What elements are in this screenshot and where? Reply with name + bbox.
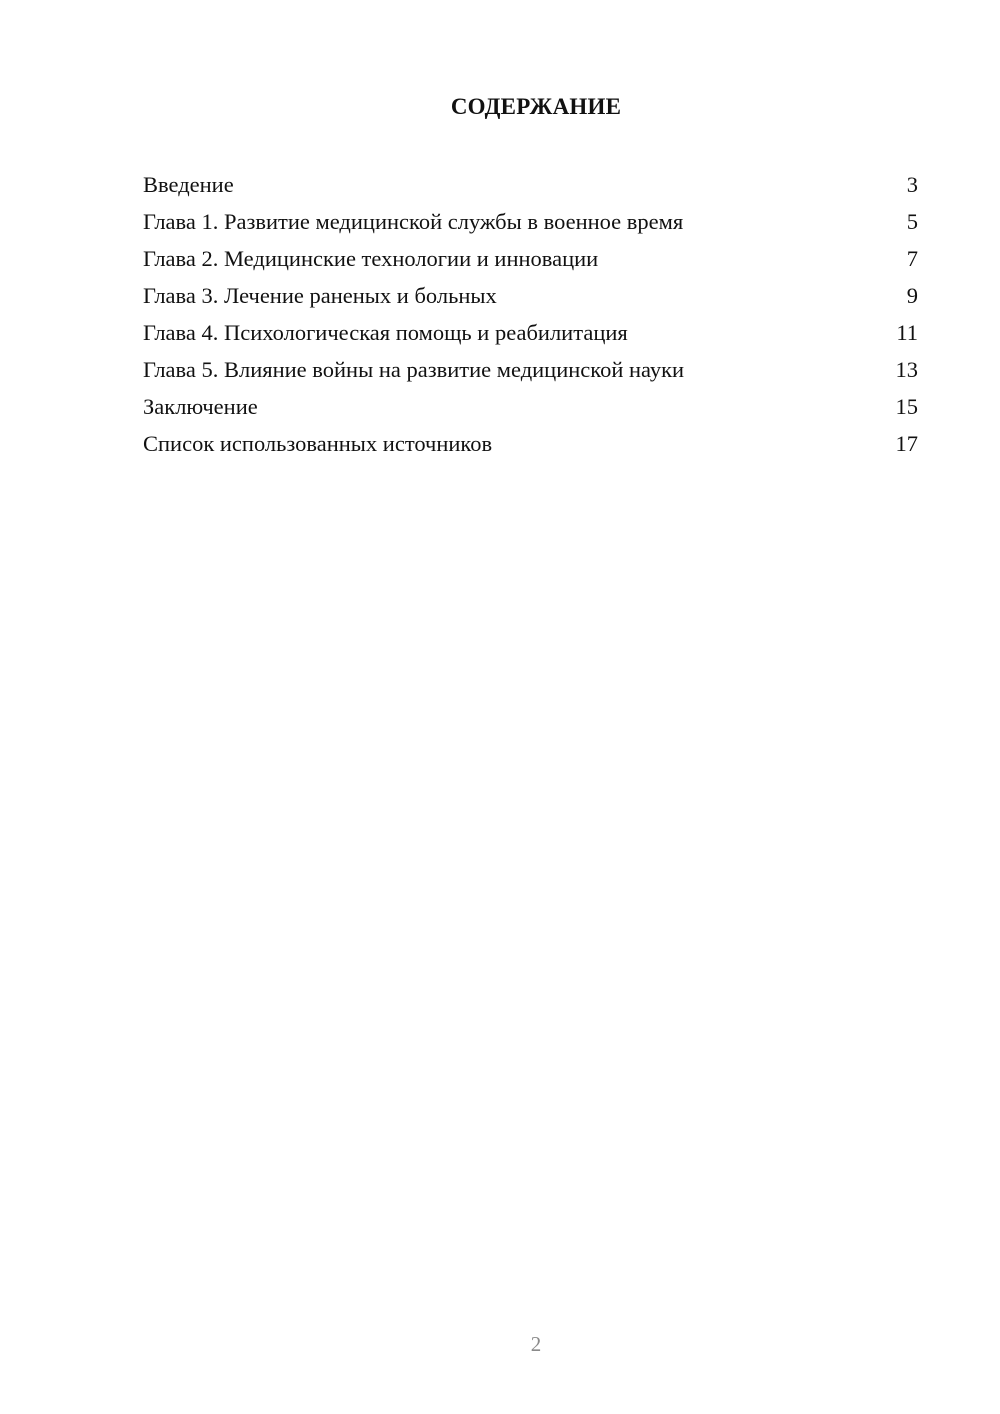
toc-entry-title: Глава 3. Лечение раненых и больных bbox=[143, 283, 497, 308]
toc-entry-page: 5 bbox=[906, 209, 918, 234]
toc-entry-chapter-4[interactable] bbox=[143, 316, 918, 353]
toc-entry-page: 3 bbox=[906, 172, 918, 197]
toc-entry-chapter-5[interactable] bbox=[143, 353, 918, 390]
toc-entry-title: Глава 4. Психологическая помощь и реабилитация bbox=[143, 320, 628, 345]
toc-entry-page: 13 bbox=[895, 357, 918, 382]
page-title: СОДЕРЖАНИЕ bbox=[450, 94, 622, 119]
toc-entry-page: 7 bbox=[906, 246, 918, 271]
toc-entry-chapter-1[interactable] bbox=[143, 205, 918, 242]
toc-entry-title: Введение bbox=[143, 172, 234, 197]
toc-entry-page: 15 bbox=[895, 394, 918, 419]
toc-entry-page: 11 bbox=[896, 320, 918, 345]
toc-entry-conclusion[interactable] bbox=[143, 390, 918, 427]
toc-entry-references[interactable] bbox=[143, 427, 918, 464]
toc-entry-title: Глава 2. Медицинские технологии и инновации bbox=[143, 246, 599, 271]
toc-entry-title: Глава 1. Развитие медицинской службы в военное время bbox=[143, 209, 684, 234]
toc-entry-chapter-2[interactable] bbox=[143, 242, 918, 279]
toc-entry-chapter-3[interactable] bbox=[143, 279, 918, 316]
table-of-contents bbox=[143, 168, 918, 464]
toc-entry-introduction[interactable] bbox=[143, 168, 918, 205]
page-number: 2 bbox=[530, 1332, 542, 1356]
toc-entry-title: Заключение bbox=[143, 394, 258, 419]
toc-entry-title: Глава 5. Влияние войны на развитие медицинской науки bbox=[143, 357, 685, 382]
toc-entry-page: 17 bbox=[895, 431, 918, 456]
toc-entry-title: Список использованных источников bbox=[143, 431, 493, 456]
toc-entry-page: 9 bbox=[906, 283, 918, 308]
